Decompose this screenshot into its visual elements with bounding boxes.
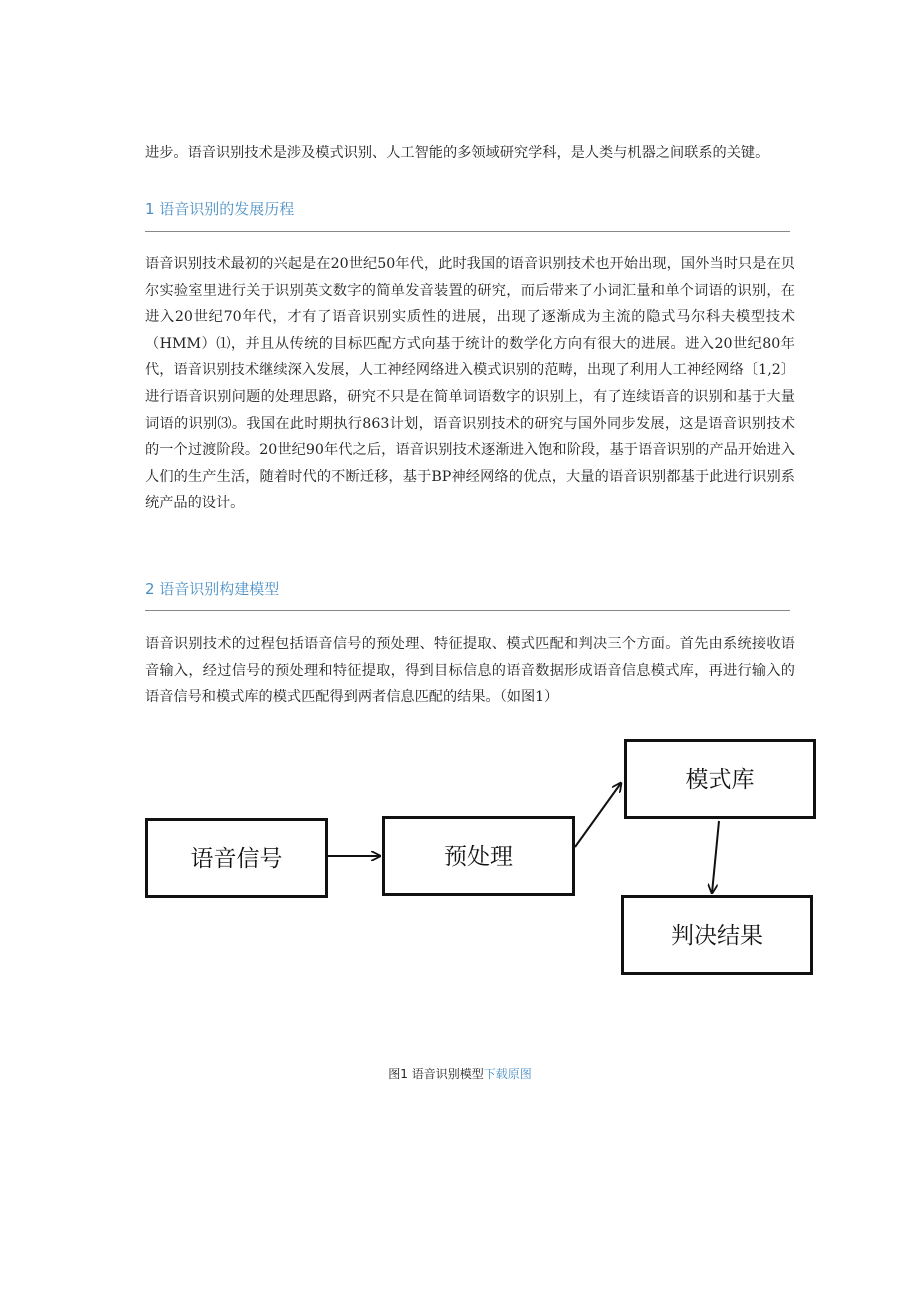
box-decision-result-label: 判决结果 <box>671 923 763 949</box>
box-decision-result <box>623 897 812 974</box>
section-1-heading: 1 语音识别的发展历程 <box>145 200 295 218</box>
section-1-divider <box>145 231 790 232</box>
section-2-paragraph: 语音识别技术的过程包括语音信号的预处理、特征提取、模式匹配和判决三个方面。首先由系统接收语音输入，经过信号的预处理和特征提取，得到目标信息的语音数据形成语音信息模式库，再进行输入的语音信号和模式库的模式匹配得到两者信息匹配的结果。（如图1） <box>145 636 795 706</box>
box-preprocess <box>384 818 574 895</box>
box-preprocess-label: 预处理 <box>444 844 513 870</box>
box-pattern-library <box>626 741 815 818</box>
box-pattern-library-label: 模式库 <box>685 767 755 793</box>
arrow-library-to-result <box>712 821 719 893</box>
arrow-preprocess-to-library <box>575 783 621 847</box>
download-original-link[interactable]: 下载原图 <box>483 1067 532 1081</box>
box-speech-signal-label: 语音信号 <box>190 846 283 872</box>
figure-caption-text: 图1 语音识别模型 <box>388 1067 484 1081</box>
box-speech-signal <box>147 820 327 897</box>
section-2-divider <box>145 610 790 611</box>
intro-text: 进步。语音识别技术是涉及模式识别、人工智能的多领域研究学科，是人类与机器之间联系的关键。 <box>145 145 770 161</box>
speech-recognition-model-figure <box>145 735 825 995</box>
section-1-paragraph: 语音识别技术最初的兴起是在20世纪50年代，此时我国的语音识别技术也开始出现，国外当时只是在贝尔实验室里进行关于识别英文数字的简单发音装置的研究，而后带来了小词汇量和单个词语的识别，在进入20世纪70年代，才有了语音识别实质性的进展，出现了逐渐成为主流的隐式马尔科夫模型技术（HMM）⑴，并且从传统的目标匹配方式向基于统计的数学化方向有很大的进展。进入20世纪80年代，语音识别技术继续深入发展，人工神经网络进入模式识别的范畴，出现了利用人工神经网络〔1,2〕进行语音识别问题的处理思路，研究不只是在简单词语数字的识别上，有了连续语音的识别和基于大量词语的识别⑶。我国在此时期执行863计划，语音识别技术的研究与国外同步发展，这是语音识别技术的一个过渡阶段。20世纪90年代之后，语音识别技术逐渐进入饱和阶段，基于语音识别的产品开始进入人们的生产生活，随着时代的不断迁移，基于BP神经网络的优点，大量的语音识别都基于此进行识别系统产品的设计。 <box>145 256 795 512</box>
section-2-heading: 2 语音识别构建模型 <box>145 580 280 598</box>
figure-caption <box>0 1065 920 1082</box>
